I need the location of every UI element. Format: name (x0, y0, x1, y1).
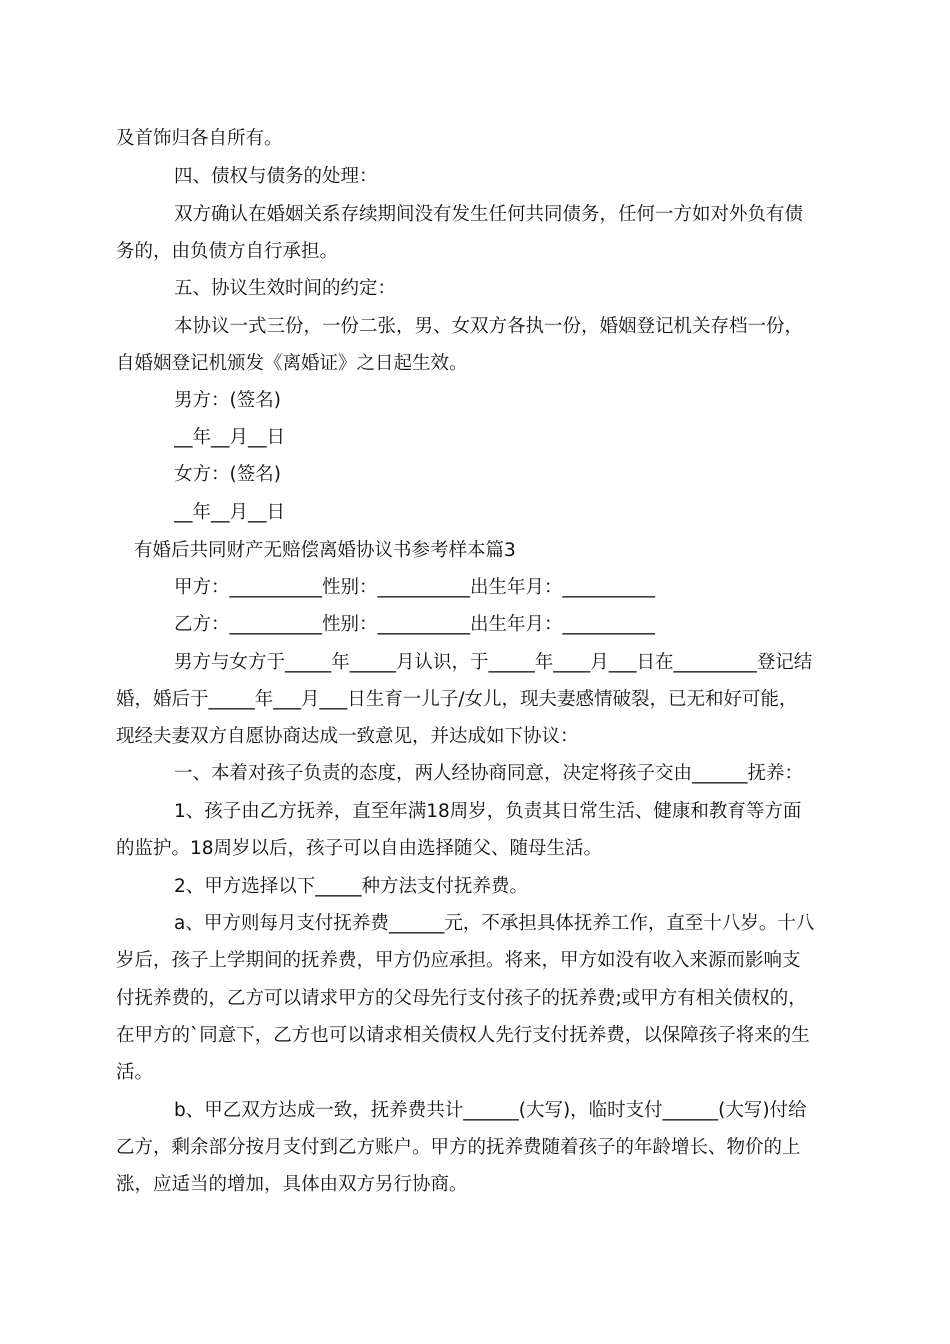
paragraph-line: 2、甲方选择以下_____种方法支付抚养费。 (174, 876, 529, 897)
party-info-line: 乙方：__________性别：__________出生年月：__________ (174, 614, 656, 635)
paragraph-line: 在甲方的`同意下，乙方也可以请求相关债权人先行支付抚养费，以保障孩子将来的生 (116, 1025, 810, 1046)
section-heading: 五、协议生效时间的约定： (174, 278, 397, 299)
paragraph-line: 岁后，孩子上学期间的抚养费，甲方仍应承担。将来，甲方如没有收入来源而影响支 (116, 950, 801, 971)
paragraph-line: 涨，应适当的增加，具体由双方另行协商。 (116, 1174, 468, 1195)
paragraph-line: 双方确认在婚姻关系存续期间没有发生任何共同债务，任何一方如对外负有债 (174, 204, 804, 225)
section-heading: 四、债权与债务的处理： (174, 166, 378, 187)
paragraph-line: 活。 (116, 1062, 154, 1083)
paragraph-line: a、甲方则每月支付抚养费______元，不承担具体抚养工作，直至十八岁。十八 (174, 913, 815, 934)
date-line: __年__月__日 (174, 502, 286, 523)
paragraph-line: 婚，婚后于_____年___月___日生育一儿子/女儿，现夫妻感情破裂，已无和好可能， (116, 689, 798, 710)
paragraph-line: 乙方，剩余部分按月支付到乙方账户。甲方的抚养费随着孩子的年龄增长、物价的上 (116, 1137, 801, 1158)
paragraph-line: 现经夫妻双方自愿协商达成一致意见，并达成如下协议： (116, 726, 579, 747)
paragraph-line: 务的，由负债方自行承担。 (116, 241, 339, 262)
paragraph-line: 本协议一式三份，一份二张，男、女双方各执一份，婚姻登记机关存档一份， (174, 316, 804, 337)
signature-line: 女方：(签名) (174, 464, 281, 485)
party-info-line: 甲方：__________性别：__________出生年月：__________ (174, 577, 656, 598)
signature-line: 男方：(签名) (174, 390, 281, 411)
paragraph-line: b、甲乙双方达成一致，抚养费共计______(大写)，临时支付______(大写)付给 (174, 1100, 807, 1121)
date-line: __年__月__日 (174, 427, 286, 448)
paragraph-line: 1、孩子由乙方抚养，直至年满18周岁，负责其日常生活、健康和教育等方面 (174, 801, 802, 822)
paragraph-line: 及首饰归各自所有。 (116, 128, 283, 149)
paragraph-line: 自婚姻登记机颁发《离婚证》之日起生效。 (116, 353, 468, 374)
paragraph-line: 男方与女方于_____年_____月认识，于_____年____月___日在_________登记结 (174, 652, 813, 673)
paragraph-line: 的监护。18周岁以后，孩子可以自由选择随父、随母生活。 (116, 838, 603, 859)
document-title: 有婚后共同财产无赔偿离婚协议书参考样本篇3 (134, 540, 516, 561)
paragraph-line: 付抚养费的，乙方可以请求甲方的父母先行支付孩子的抚养费;或甲方有相关债权的， (116, 988, 807, 1009)
section-heading: 一、本着对孩子负责的态度，两人经协商同意，决定将孩子交由______抚养： (174, 763, 804, 784)
